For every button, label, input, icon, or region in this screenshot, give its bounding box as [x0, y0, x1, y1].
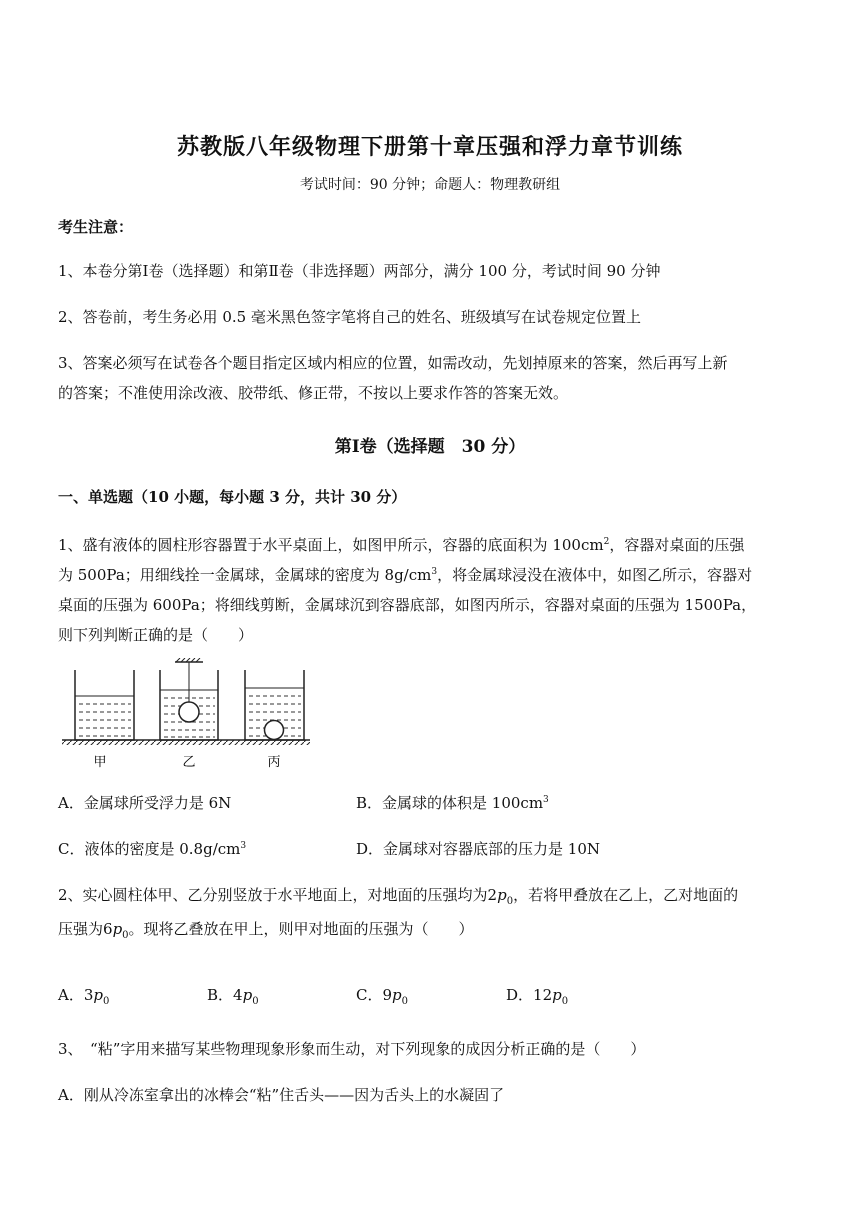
- figure-label-jia: 甲: [93, 755, 107, 770]
- part-heading: 一、单选题（10 小题，每小题 3 分，共计 30 分）: [58, 488, 407, 506]
- container-jia: [75, 670, 134, 740]
- metal-ball-hanging: [179, 702, 199, 722]
- container-bing: [245, 670, 304, 740]
- q1-line-1: 1、盛有液体的圆柱形容器置于水平桌面上，如图甲所示，容器的底面积为 $100cm^2$，容器对桌面的压强: [58, 536, 745, 554]
- q3-line-1: 3、 “粘”字用来描写某些物理现象形象而生动，对下列现象的成因分析正确的是（ ）: [58, 1040, 646, 1058]
- q2-option-b: B．$4p_0$: [207, 986, 259, 1007]
- notice-item-3: 3、答案必须写在试卷各个题目指定区域内相应的位置，如需改动，先划掉原来的答案，然后再写上新: [58, 354, 728, 372]
- section-title: 第Ⅰ卷（选择题 30 分）: [334, 437, 526, 457]
- figure-label-yi: 乙: [182, 755, 196, 770]
- notice-heading: 考生注意：: [58, 218, 134, 236]
- q1-option-d: D．金属球对容器底部的压力是 10N: [356, 840, 601, 858]
- q3-option-a: A．刚从冷冻室拿出的冰棒会“粘”住舌头——因为舌头上的水凝固了: [58, 1086, 505, 1104]
- page-title: 苏教版八年级物理下册第十章压强和浮力章节训练: [176, 134, 683, 160]
- page-subtitle: 考试时间：90 分钟；命题人：物理教研组: [299, 177, 561, 193]
- q2-pressure-value: $2p_0$: [487, 886, 514, 907]
- q1-option-b: B．金属球的体积是 $100cm^3$: [356, 794, 549, 812]
- q2-pressure-value-2: $6p_0$: [103, 920, 129, 941]
- q1-line-2: 为 500Pa；用细线拴一金属球，金属球的密度为 $8g/cm^3$，将金属球浸没在液体中，如图乙所示，容器对: [58, 566, 753, 584]
- q2-option-a: A．$3p_0$: [58, 986, 110, 1007]
- q2-option-c: C．$9p_0$: [356, 986, 409, 1007]
- q1-figure: [58, 658, 318, 770]
- q2-line-1: 2、实心圆柱体甲、乙分别竖放于水平地面上，对地面的压强均为$2p_0$，若将甲叠放在乙上，乙对地面的: [58, 886, 739, 907]
- q1-option-a: A．金属球所受浮力是 6N: [58, 794, 232, 812]
- q2-option-d: D．$12p_0$: [506, 986, 569, 1007]
- q1-line-3: 桌面的压强为 600Pa；将细线剪断，金属球沉到容器底部，如图丙所示，容器对桌面的压强为 1500Pa，: [58, 596, 757, 614]
- q2-line-2: 压强为$6p_0$。现将乙叠放在甲上，则甲对地面的压强为（ ）: [58, 920, 474, 941]
- container-yi: [160, 658, 218, 740]
- metal-ball-sunk: [265, 721, 284, 740]
- notice-item-1: 1、本卷分第Ⅰ卷（选择题）和第Ⅱ卷（非选择题）两部分，满分 100 分，考试时间 90 分钟: [58, 262, 661, 280]
- figure-label-bing: 丙: [267, 755, 281, 770]
- notice-item-3-cont: 的答案；不准使用涂改液、胶带纸、修正带，不按以上要求作答的答案无效。: [58, 384, 569, 402]
- notice-item-2: 2、答卷前，考生务必用 0.5 毫米黑色签字笔将自己的姓名、班级填写在试卷规定位置上: [58, 308, 641, 326]
- q1-option-c: C．液体的密度是 $0.8g/cm^3$: [58, 840, 247, 858]
- q1-line-4: 则下列判断正确的是（ ）: [58, 626, 254, 644]
